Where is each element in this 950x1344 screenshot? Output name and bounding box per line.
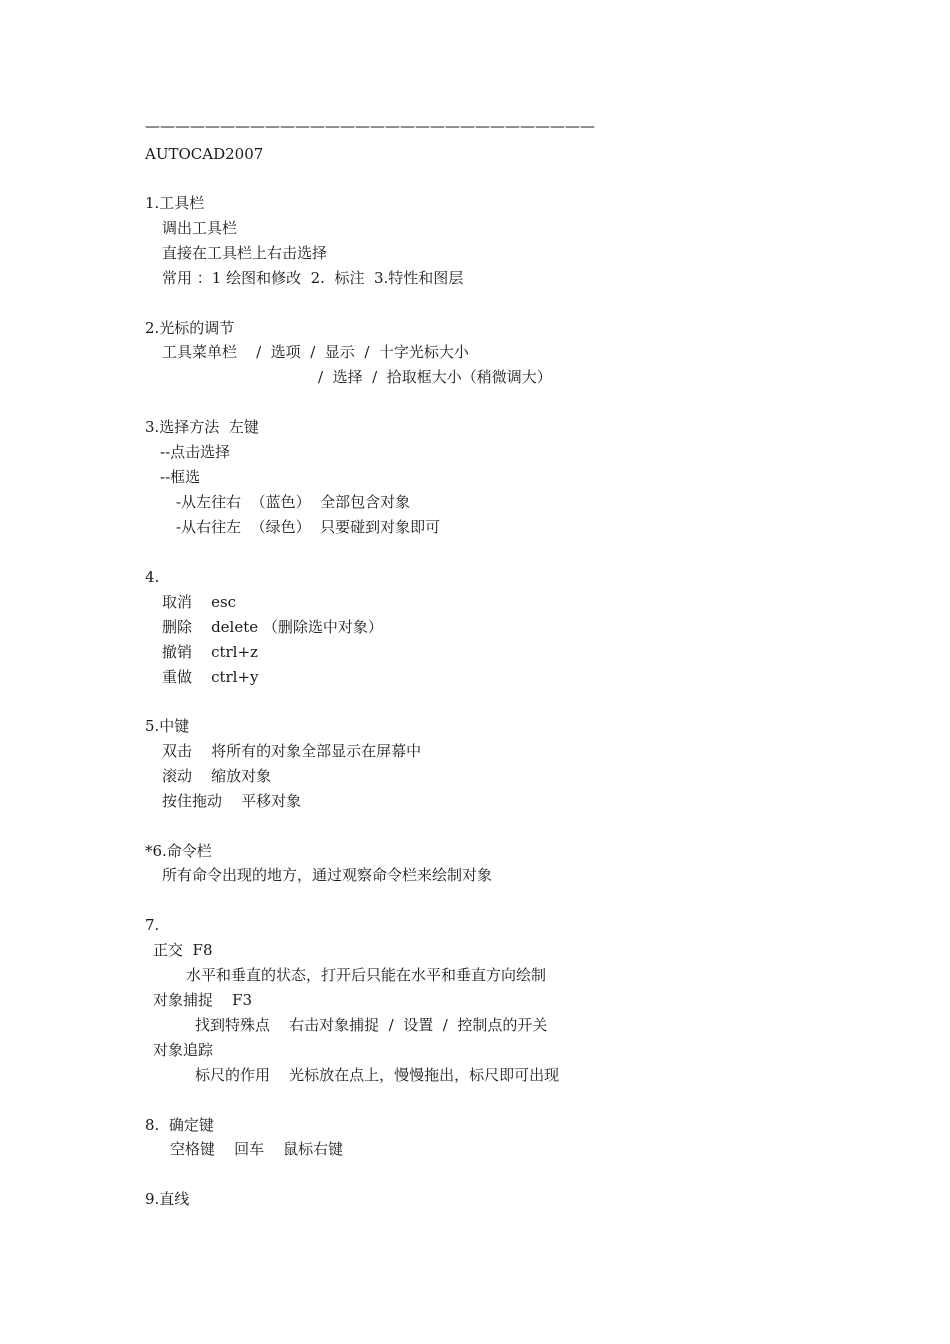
section-line: 正交 F8: [153, 941, 213, 959]
section-line: 工具菜单栏 / 选项 / 显示 / 十字光标大小: [162, 343, 469, 361]
section-line: 标尺的作用 光标放在点上，慢慢拖出，标尺即可出现: [195, 1066, 560, 1084]
section-line: 常用 ：1 绘图和修改 2. 标注 3.特性和图层: [162, 269, 464, 287]
section-line: 直接在工具栏上右击选择: [162, 244, 328, 262]
section-line: 找到特殊点 右击对象捕捉 / 设置 / 控制点的开关: [195, 1016, 548, 1034]
section-heading: 4.: [145, 568, 160, 586]
section-line: 撤销 ctrl+z: [162, 643, 258, 661]
section-line: 所有命令出现的地方，通过观察命令栏来绘制对象: [162, 866, 493, 884]
section-line: 按住拖动 平移对象: [162, 792, 302, 810]
section-line: 双击 将所有的对象全部显示在屏幕中: [162, 742, 422, 760]
document-title: AUTOCAD2007: [145, 145, 264, 163]
section-line: --点击选择: [160, 443, 231, 461]
section-heading: 9.直线: [145, 1190, 190, 1208]
section-line: 对象捕捉 F3: [153, 991, 253, 1009]
section-line: --框选: [160, 468, 201, 486]
section-heading: 5.中键: [145, 717, 190, 735]
top-rule: ——————————————————————————————: [145, 117, 595, 135]
section-line: -从左往右 （蓝色） 全部包含对象: [176, 493, 411, 511]
section-line: 空格键 回车 鼠标右键: [170, 1140, 344, 1158]
section-heading: 1.工具栏: [145, 194, 205, 212]
section-line: 对象追踪: [153, 1041, 214, 1059]
section-heading: 8. 确定键: [145, 1116, 214, 1134]
section-heading: 2.光标的调节: [145, 319, 235, 337]
section-heading: 7.: [145, 916, 160, 934]
section-heading: *6.命令栏: [145, 842, 212, 860]
section-line: 删除 delete （删除选中对象）: [162, 618, 383, 636]
section-line: 重做 ctrl+y: [162, 668, 259, 686]
section-line: 水平和垂直的状态，打开后只能在水平和垂直方向绘制: [186, 966, 547, 984]
section-line: 调出工具栏: [162, 219, 238, 237]
section-line: 取消 esc: [162, 593, 237, 611]
section-line: -从右往左 （绿色） 只要碰到对象即可: [176, 518, 441, 536]
section-line: 滚动 缩放对象: [162, 767, 272, 785]
section-heading: 3.选择方法 左键: [145, 418, 259, 436]
section-line: / 选择 / 拾取框大小（稍微调大）: [318, 368, 552, 386]
